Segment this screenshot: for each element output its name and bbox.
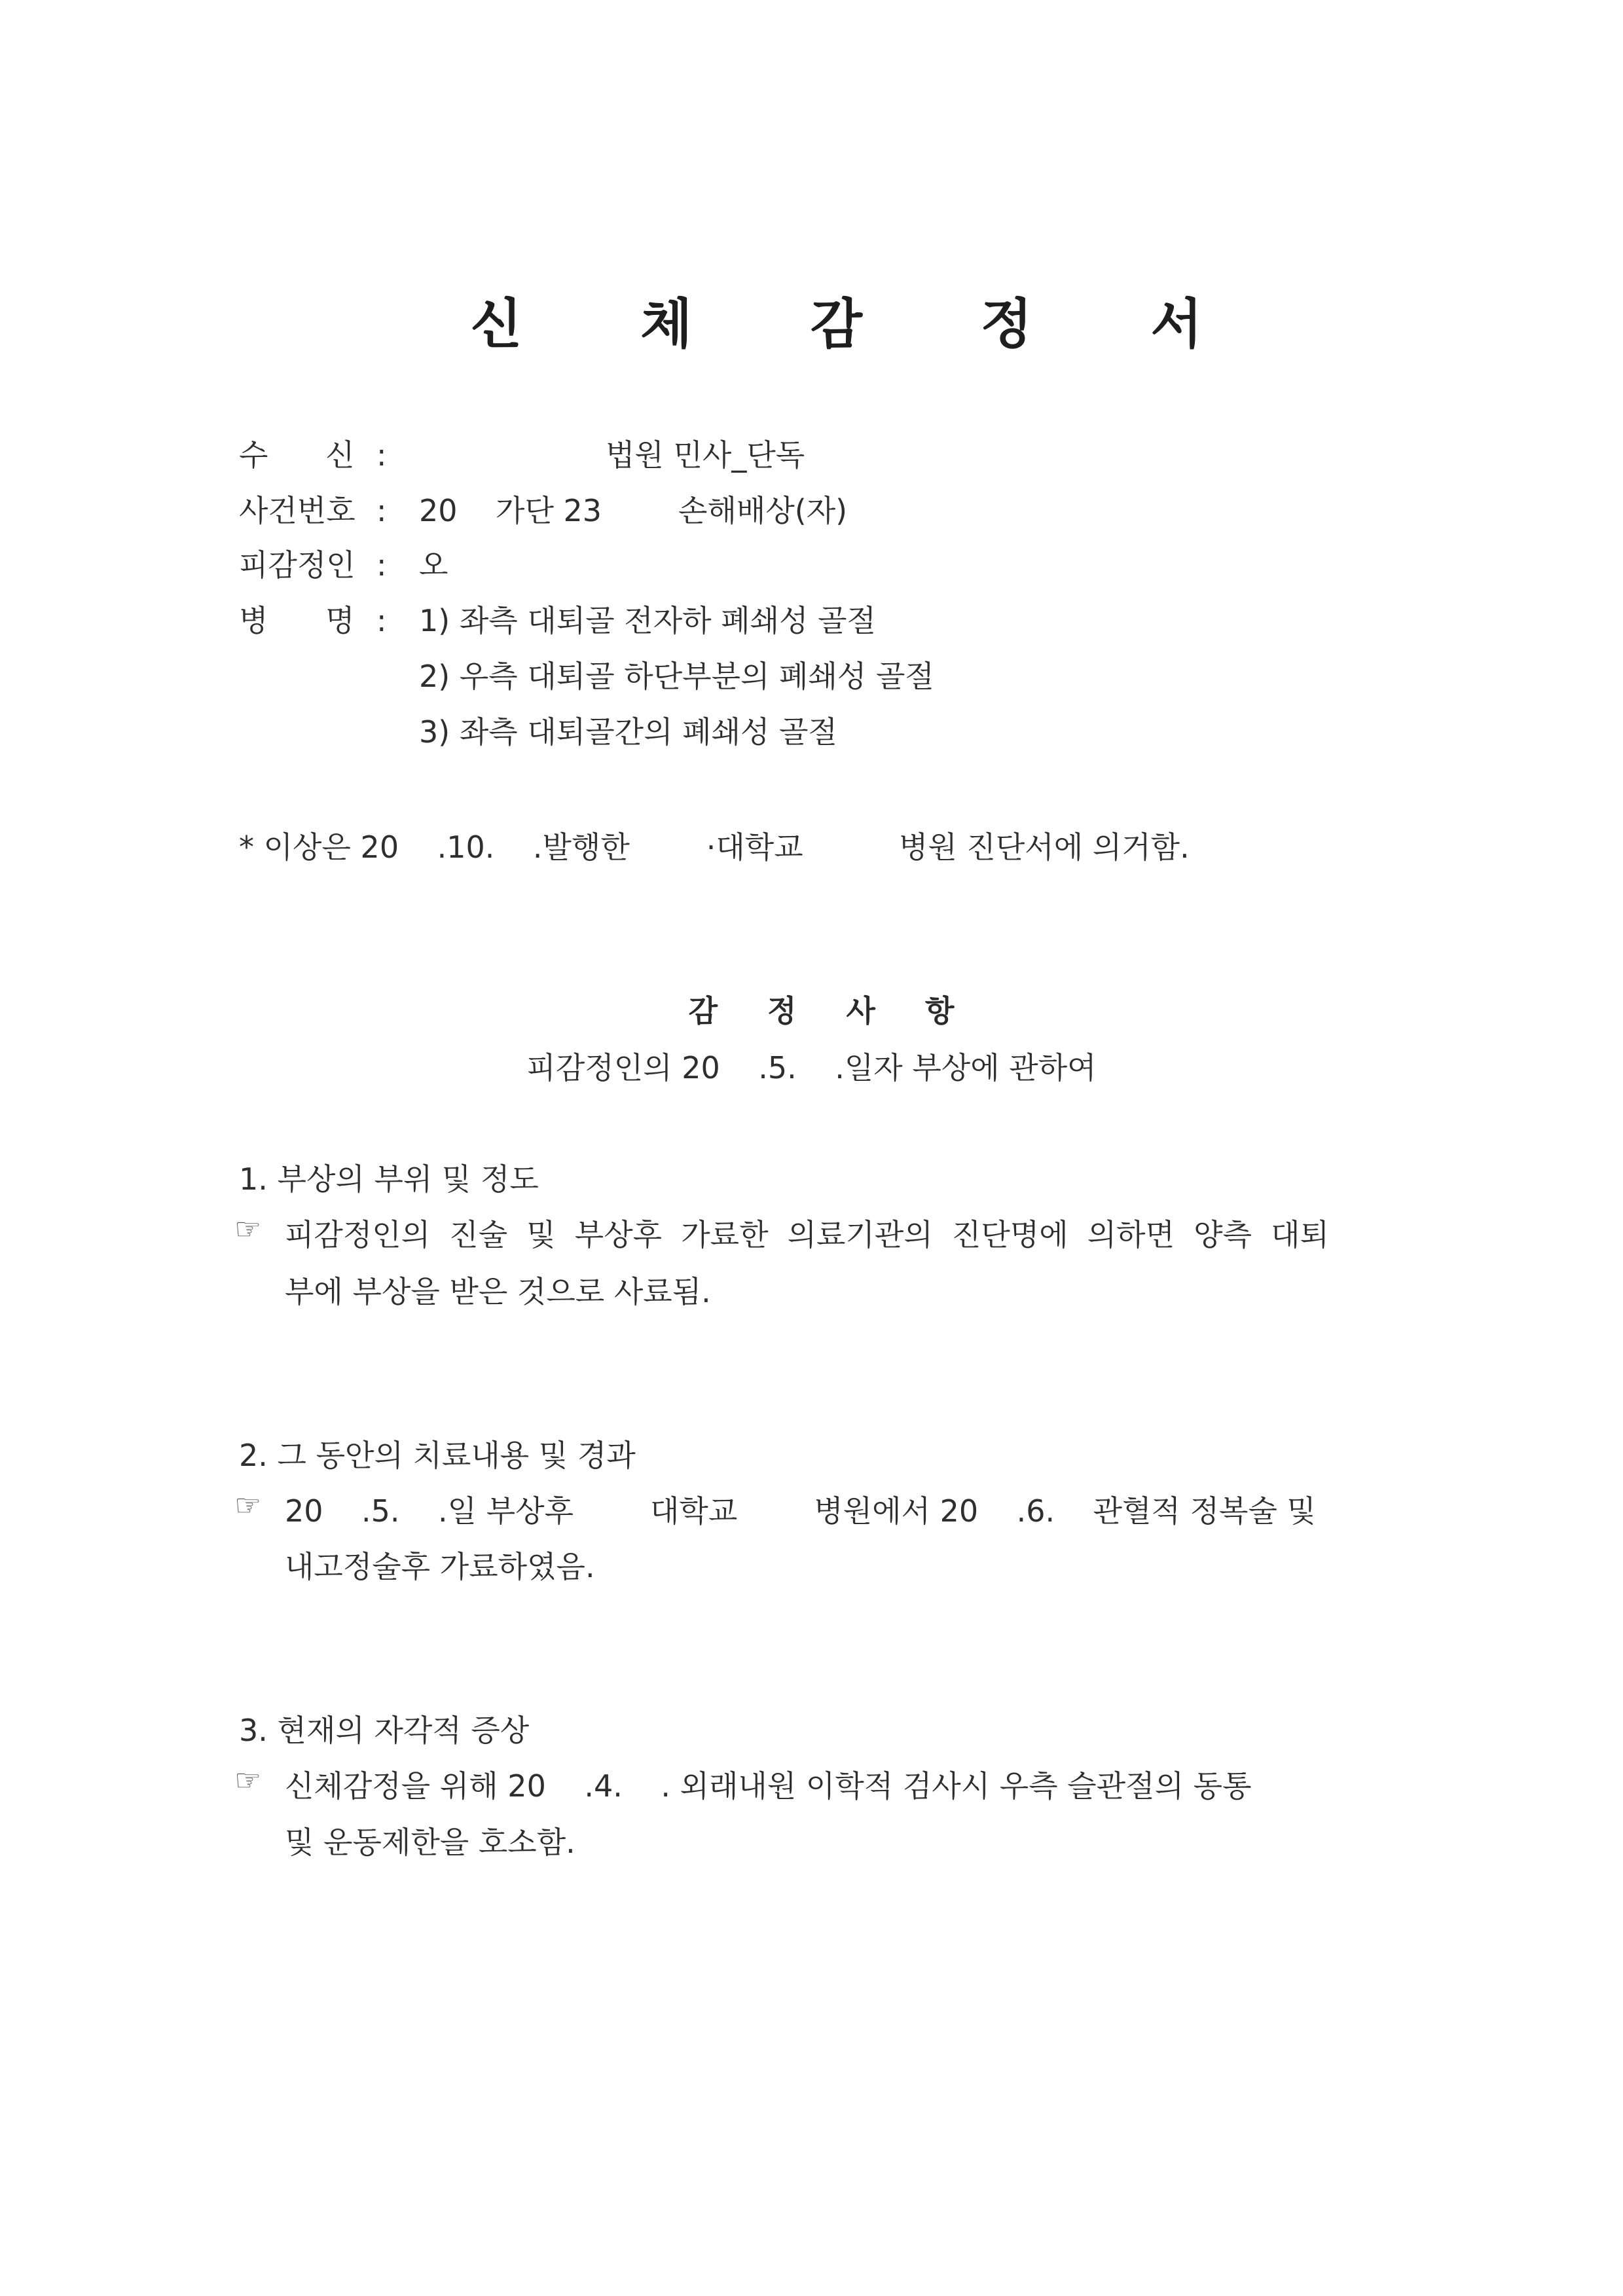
item-body-line: 20 .5. .일 부상후 대학교 병원에서 20 .6. 관혈적 정복술 및 xyxy=(285,1493,1316,1529)
section-title: 감 정 사 항 xyxy=(688,993,974,1029)
diagnosis-item: 2) 우측 대퇴골 하단부분의 폐쇄성 골절 xyxy=(419,659,934,694)
item-body-line: 피감정인의 진술 및 부상후 가료한 의료기관의 진단명에 의하면 양측 대퇴 xyxy=(285,1217,1329,1252)
recipient-value: 법원 민사_단독 xyxy=(606,437,805,473)
item-heading: 3. 현재의 자각적 증상 xyxy=(239,1713,530,1748)
diagnosis-source-note: * 이상은 20 .10. .발행한 ·대학교 병원 진단서에 의거함. xyxy=(239,829,1190,865)
document-title: 신 체 감 정 서 xyxy=(470,293,1252,355)
recipient-colon: : xyxy=(376,437,387,473)
case-number-colon: : xyxy=(376,493,387,528)
diagnosis-colon: : xyxy=(376,603,387,638)
item-heading: 2. 그 동안의 치료내용 및 경과 xyxy=(239,1438,636,1473)
section-subtitle: 피감정인의 20 .5. .일자 부상에 관하여 xyxy=(526,1050,1097,1085)
subject-label: 피감정인 xyxy=(239,547,356,583)
item-body-line: 내고정술후 가료하였음. xyxy=(285,1549,595,1584)
pointing-hand-icon: ☞ xyxy=(234,1487,262,1523)
subject-value: 오 xyxy=(419,547,448,583)
diagnosis-label: 병 명 xyxy=(239,603,355,638)
case-number-label: 사건번호 xyxy=(239,493,356,528)
recipient-label: 수 신 xyxy=(239,437,355,473)
subject-colon: : xyxy=(376,547,387,583)
item-heading: 1. 부상의 부위 및 정도 xyxy=(239,1161,539,1197)
pointing-hand-icon: ☞ xyxy=(234,1762,262,1798)
item-body-line: 신체감정을 위해 20 .4. . 외래내원 이학적 검사시 우측 슬관절의 동통 xyxy=(285,1768,1252,1804)
item-body-line: 부에 부상을 받은 것으로 사료됨. xyxy=(285,1274,711,1309)
case-number-value: 20 가단 23 손해배상(자) xyxy=(419,493,848,528)
pointing-hand-icon: ☞ xyxy=(234,1211,262,1247)
item-body-line: 및 운동제한을 호소함. xyxy=(285,1825,575,1860)
diagnosis-item: 3) 좌측 대퇴골간의 폐쇄성 골절 xyxy=(419,714,837,750)
diagnosis-item: 1) 좌측 대퇴골 전자하 폐쇄성 골절 xyxy=(419,603,876,638)
